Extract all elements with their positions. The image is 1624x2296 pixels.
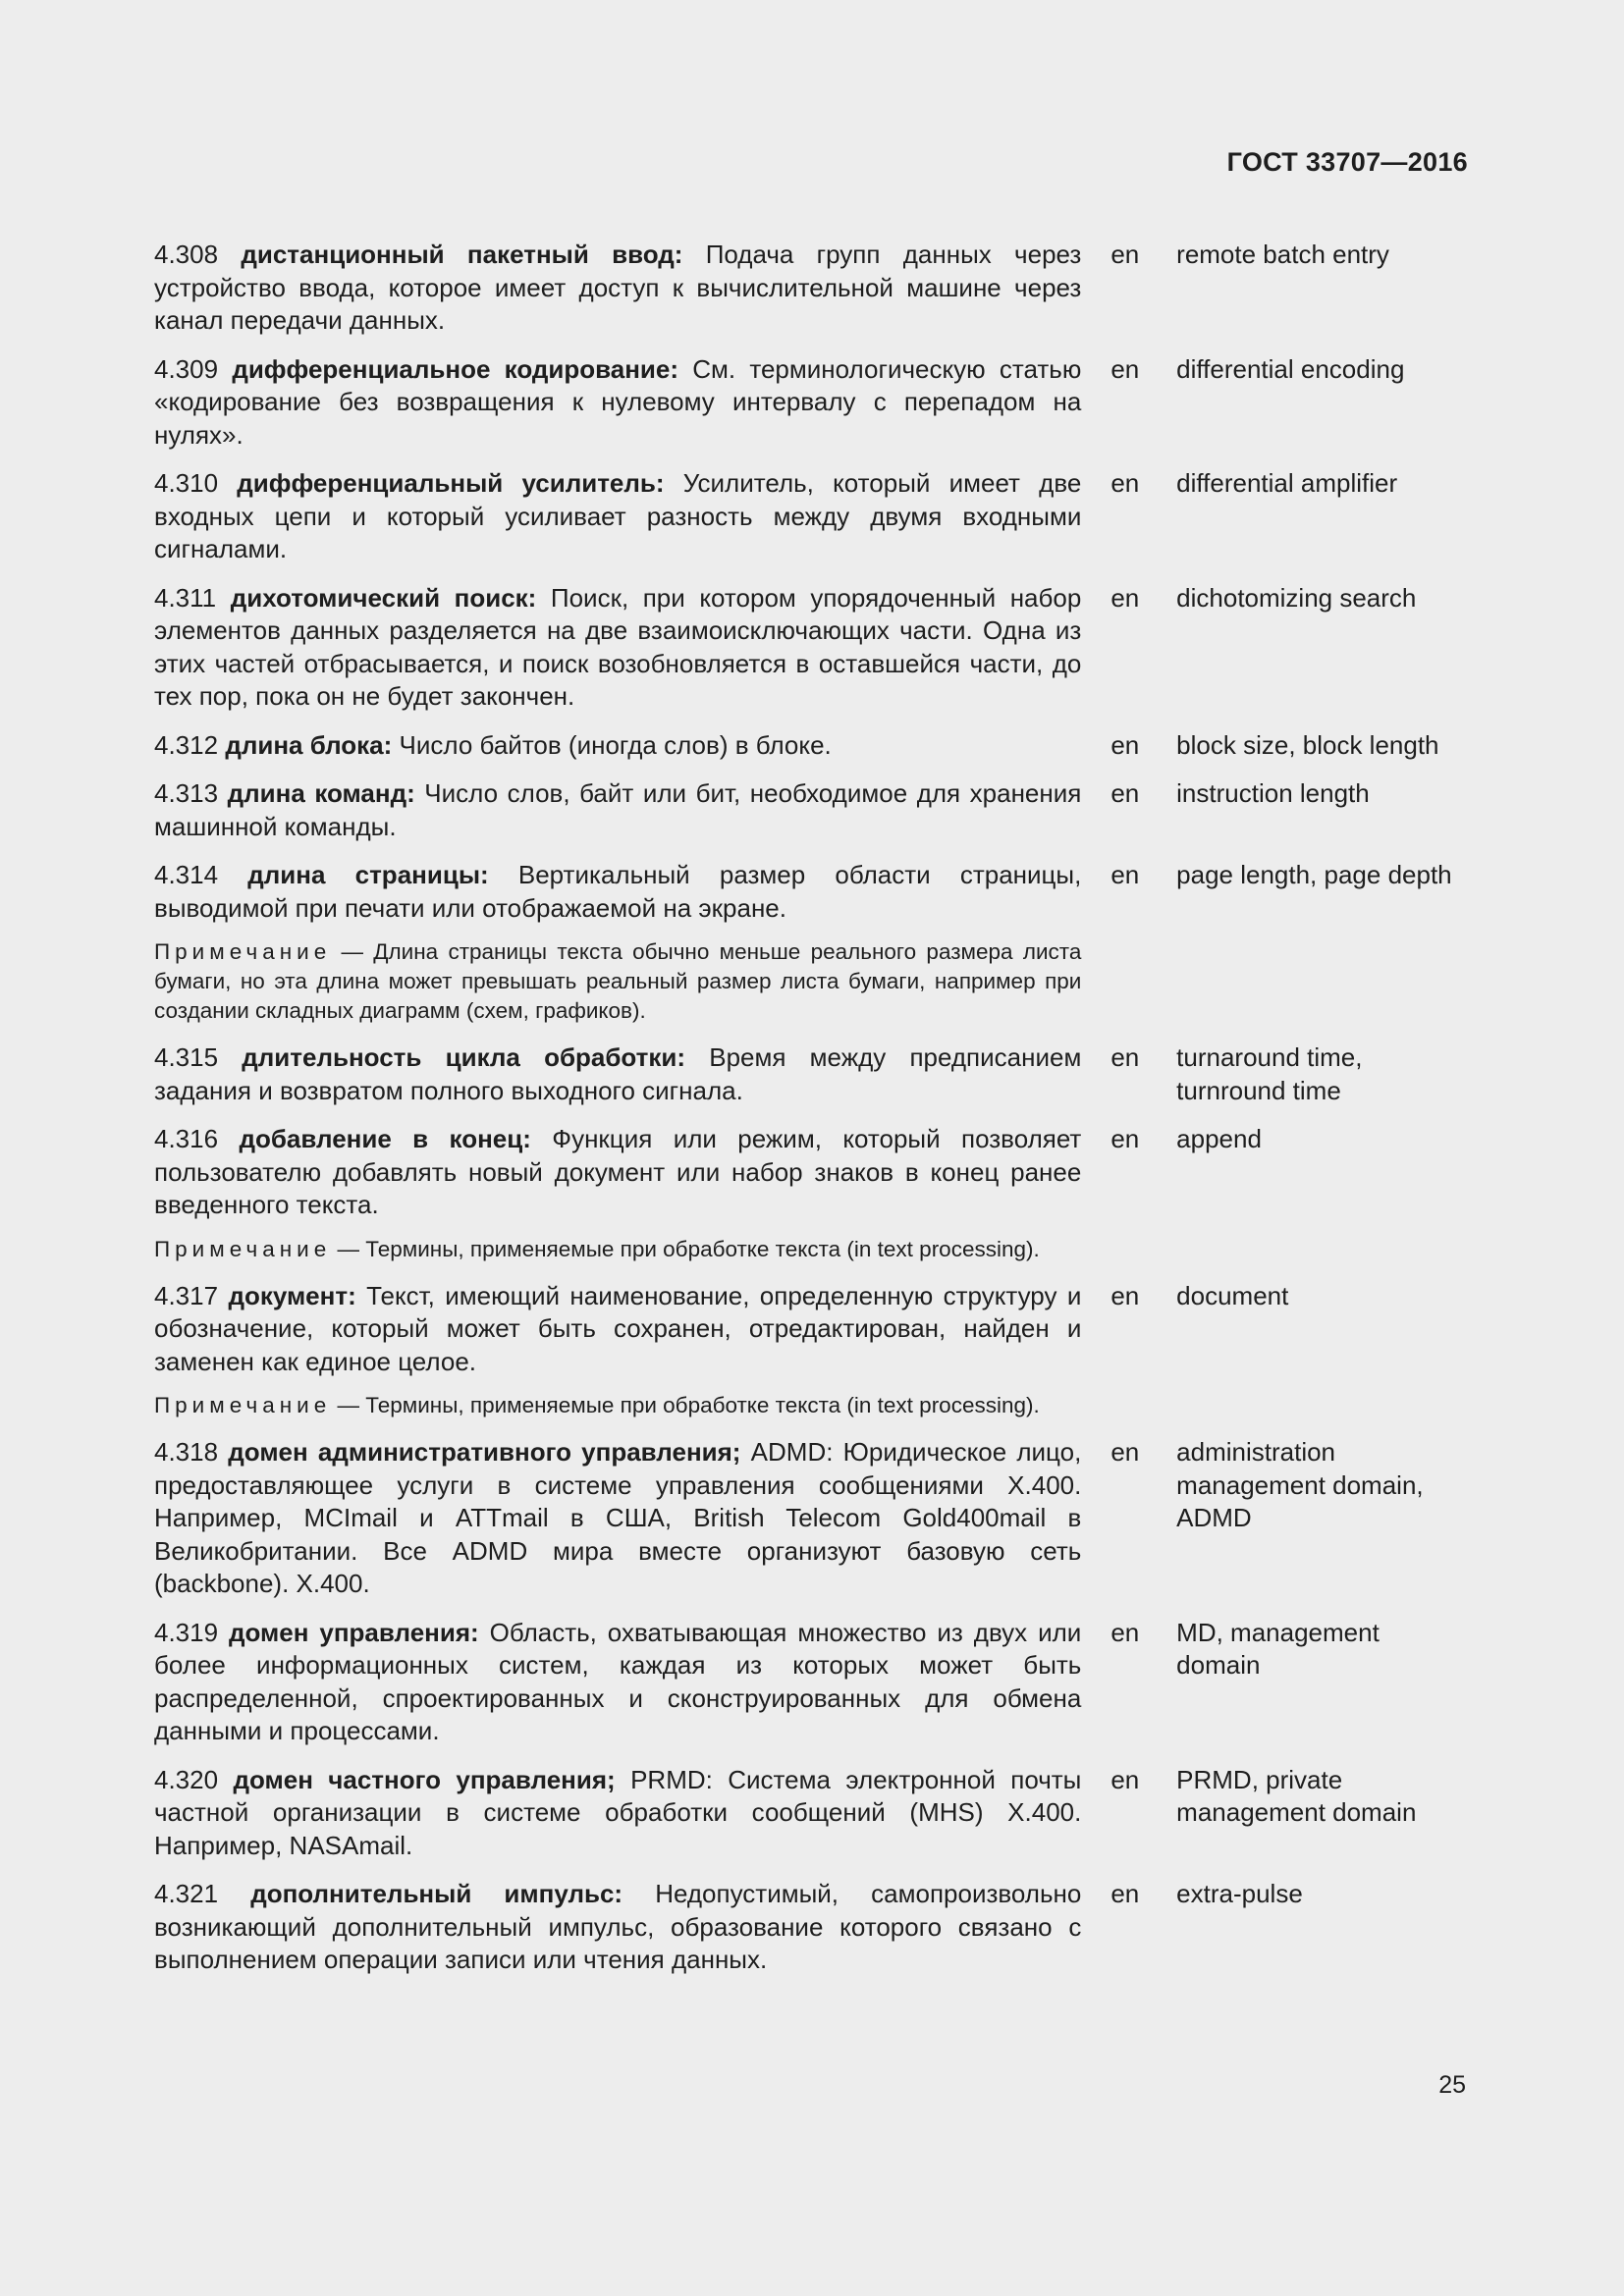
term-entries	[154, 239, 1470, 1993]
note-label: Примечание	[154, 1393, 332, 1417]
term-number: 4.312	[154, 729, 219, 760]
english-equivalent: MD, management domain	[1176, 1617, 1380, 1680]
english-equivalent: page length, page depth	[1176, 860, 1452, 889]
term-name: документ:	[228, 1280, 356, 1310]
english-equivalent: document	[1176, 1280, 1289, 1310]
definition-text	[154, 1041, 1081, 1107]
definition-text	[154, 729, 1081, 763]
term-definition	[154, 1617, 1081, 1748]
language-code: en	[1110, 1124, 1140, 1153]
definition-text	[154, 859, 1081, 925]
term-entry	[154, 353, 1470, 453]
term-number: 4.308	[154, 240, 219, 269]
note-label: Примечание	[154, 939, 332, 964]
term-entry	[154, 1041, 1470, 1107]
term-number: 4.320	[154, 1764, 219, 1794]
term-description: Недопустимый, самопроизвольно возникающий дополнительный импульс, образование которого связано с выполнением операции записи или чтения данных.	[154, 1879, 1082, 1974]
definition-text	[154, 1123, 1081, 1222]
language-code: en	[1110, 778, 1140, 808]
note-label: Примечание	[154, 1236, 332, 1261]
english-equivalent: append	[1176, 1124, 1262, 1153]
term-definition	[154, 1764, 1081, 1863]
term-name: длина страницы:	[247, 860, 489, 889]
definition-text	[154, 467, 1081, 566]
term-number: 4.311	[154, 582, 217, 613]
definition-text	[154, 777, 1081, 843]
term-definition	[154, 729, 1081, 763]
definition-text	[154, 1280, 1081, 1379]
term-name: длина команд:	[227, 778, 415, 808]
definition-text	[154, 1878, 1081, 1977]
language-code: en	[1110, 1764, 1140, 1794]
term-definition	[154, 467, 1081, 566]
term-number: 4.316	[154, 1124, 219, 1153]
english-equivalent: remote batch entry	[1176, 240, 1389, 269]
note-text: — Длина страницы текста обычно меньше реального размера листа бумаги, но эта длина может превышать реальный размер листа бумаги, например при создании складных диаграмм (схем, графиков).	[154, 939, 1082, 1023]
term-definition	[154, 1041, 1081, 1107]
term-description: Функция или режим, который позволяет пользователю добавлять новый документ или набор знаков в конец ранее введенного текста.	[154, 1124, 1082, 1219]
term-description: Усилитель, который имеет две входных цепи и который усиливает разность между двумя входными сигналами.	[154, 468, 1082, 563]
term-entry	[154, 467, 1470, 566]
term-definition	[154, 1436, 1081, 1601]
term-entry	[154, 859, 1470, 1026]
term-name: дистанционный пакетный ввод:	[241, 240, 683, 269]
term-description: См. терминологическую статью «кодирование без возвращения к нулевому интервалу с перепадом на нулях».	[154, 353, 1082, 450]
language-code: en	[1110, 1280, 1140, 1310]
term-name: домен административного управления;	[228, 1437, 741, 1467]
note	[154, 1235, 1081, 1264]
document-header: ГОСТ 33707—2016	[1226, 147, 1468, 177]
term-entry	[154, 1764, 1470, 1863]
english-equivalent: instruction length	[1176, 778, 1370, 808]
term-entry	[154, 1280, 1470, 1421]
term-name: домен управления:	[229, 1617, 479, 1647]
language-code: en	[1110, 582, 1140, 613]
term-number: 4.314	[154, 860, 219, 889]
term-name: дополнительный импульс:	[250, 1879, 623, 1908]
term-number: 4.317	[154, 1280, 219, 1310]
term-entry	[154, 1878, 1470, 1977]
definition-text	[154, 239, 1081, 338]
term-name: дифференциальный усилитель:	[237, 468, 665, 498]
term-definition	[154, 353, 1081, 453]
term-definition	[154, 239, 1081, 338]
language-code: en	[1110, 240, 1140, 269]
term-definition	[154, 1123, 1081, 1264]
term-name: домен частного управления;	[233, 1764, 616, 1794]
language-code: en	[1110, 860, 1140, 889]
definition-text	[154, 582, 1081, 714]
term-entry	[154, 777, 1470, 843]
term-name: длина блока:	[225, 729, 393, 760]
english-equivalent: turnaround time, turnround time	[1176, 1042, 1363, 1105]
term-description: Число слов, байт или бит, необходимое для хранения машинной команды.	[154, 778, 1082, 841]
language-code: en	[1110, 1042, 1140, 1072]
term-description: Подача групп данных через устройство ввода, которое имеет доступ к вычислительной машине через канал передачи данных.	[154, 240, 1082, 335]
language-code: en	[1110, 1879, 1140, 1908]
term-number: 4.315	[154, 1042, 219, 1072]
term-definition	[154, 1280, 1081, 1421]
term-name: дифференциальное кодирование:	[232, 353, 679, 384]
term-definition	[154, 582, 1081, 714]
term-description: Текст, имеющий наименование, определенную структуру и обозначение, который может быть сохранен, отредактирован, найден и заменен как единое целое.	[154, 1280, 1082, 1376]
term-entry	[154, 1123, 1470, 1264]
definition-text	[154, 1764, 1081, 1863]
page-number: 25	[1438, 2071, 1466, 2099]
language-code: en	[1110, 353, 1140, 384]
term-name: дихотомический поиск:	[230, 582, 537, 613]
term-description: ADMD: Юридическое лицо, предоставляющее услуги в системе управления сообщениями X.400. Например, MCImail и ATTmail в США, British Telecom Gold400mail в Великобритании. Все ADMD мира вместе организуют базовую сеть (backbone). X.400.	[154, 1437, 1082, 1598]
note-text: — Термины, применяемые при обработке текста (in text processing).	[331, 1393, 1040, 1417]
english-equivalent: dichotomizing search	[1176, 582, 1417, 613]
note	[154, 937, 1081, 1026]
language-code: en	[1110, 1437, 1140, 1467]
term-description: Число байтов (иногда слов) в блоке.	[392, 729, 832, 760]
term-number: 4.313	[154, 778, 219, 808]
note-text: — Термины, применяемые при обработке текста (in text processing).	[331, 1236, 1040, 1261]
term-entry	[154, 1436, 1470, 1601]
term-definition	[154, 1878, 1081, 1977]
english-equivalent: differential amplifier	[1176, 468, 1398, 498]
term-description: Время между предписанием задания и возвратом полного выходного сигнала.	[154, 1042, 1082, 1105]
english-equivalent: extra-pulse	[1176, 1879, 1303, 1908]
term-entry	[154, 239, 1470, 338]
english-equivalent: PRMD, private management domain	[1176, 1764, 1417, 1827]
term-definition	[154, 859, 1081, 1026]
language-code: en	[1110, 468, 1140, 498]
term-name: добавление в конец:	[239, 1124, 531, 1153]
term-number: 4.310	[154, 468, 219, 498]
english-equivalent: administration management domain, ADMD	[1176, 1437, 1424, 1532]
language-code: en	[1110, 1617, 1140, 1647]
term-number: 4.309	[154, 353, 219, 384]
term-number: 4.321	[154, 1879, 219, 1908]
english-equivalent: differential encoding	[1176, 353, 1405, 384]
term-definition	[154, 777, 1081, 843]
definition-text	[154, 1436, 1081, 1601]
english-equivalent: block size, block length	[1176, 729, 1439, 760]
term-name: длительность цикла обработки:	[242, 1042, 686, 1072]
term-entry	[154, 1617, 1470, 1748]
note	[154, 1391, 1081, 1420]
term-description: Область, охватывающая множество из двух или более информационных систем, каждая из которых может быть распределенной, спроектированных и сконструированных для обмена данными и процессами.	[154, 1617, 1082, 1745]
term-description: Поиск, при котором упорядоченный набор элементов данных разделяется на две взаимоисключающих части. Одна из этих частей отбрасывается, и поиск возобновляется в оставшейся части, до тех пор, пока он не будет закончен.	[154, 582, 1082, 711]
language-code: en	[1110, 729, 1140, 760]
term-description: Вертикальный размер области страницы, выводимой при печати или отображаемой на экране.	[154, 860, 1082, 923]
term-entry	[154, 582, 1470, 714]
term-number: 4.318	[154, 1437, 219, 1467]
term-entry	[154, 729, 1470, 763]
definition-text	[154, 353, 1081, 453]
term-number: 4.319	[154, 1617, 219, 1647]
definition-text	[154, 1617, 1081, 1748]
term-description: PRMD: Система электронной почты частной организации в системе обработки сообщений (MHS) X.400. Например, NASAmail.	[154, 1764, 1082, 1860]
